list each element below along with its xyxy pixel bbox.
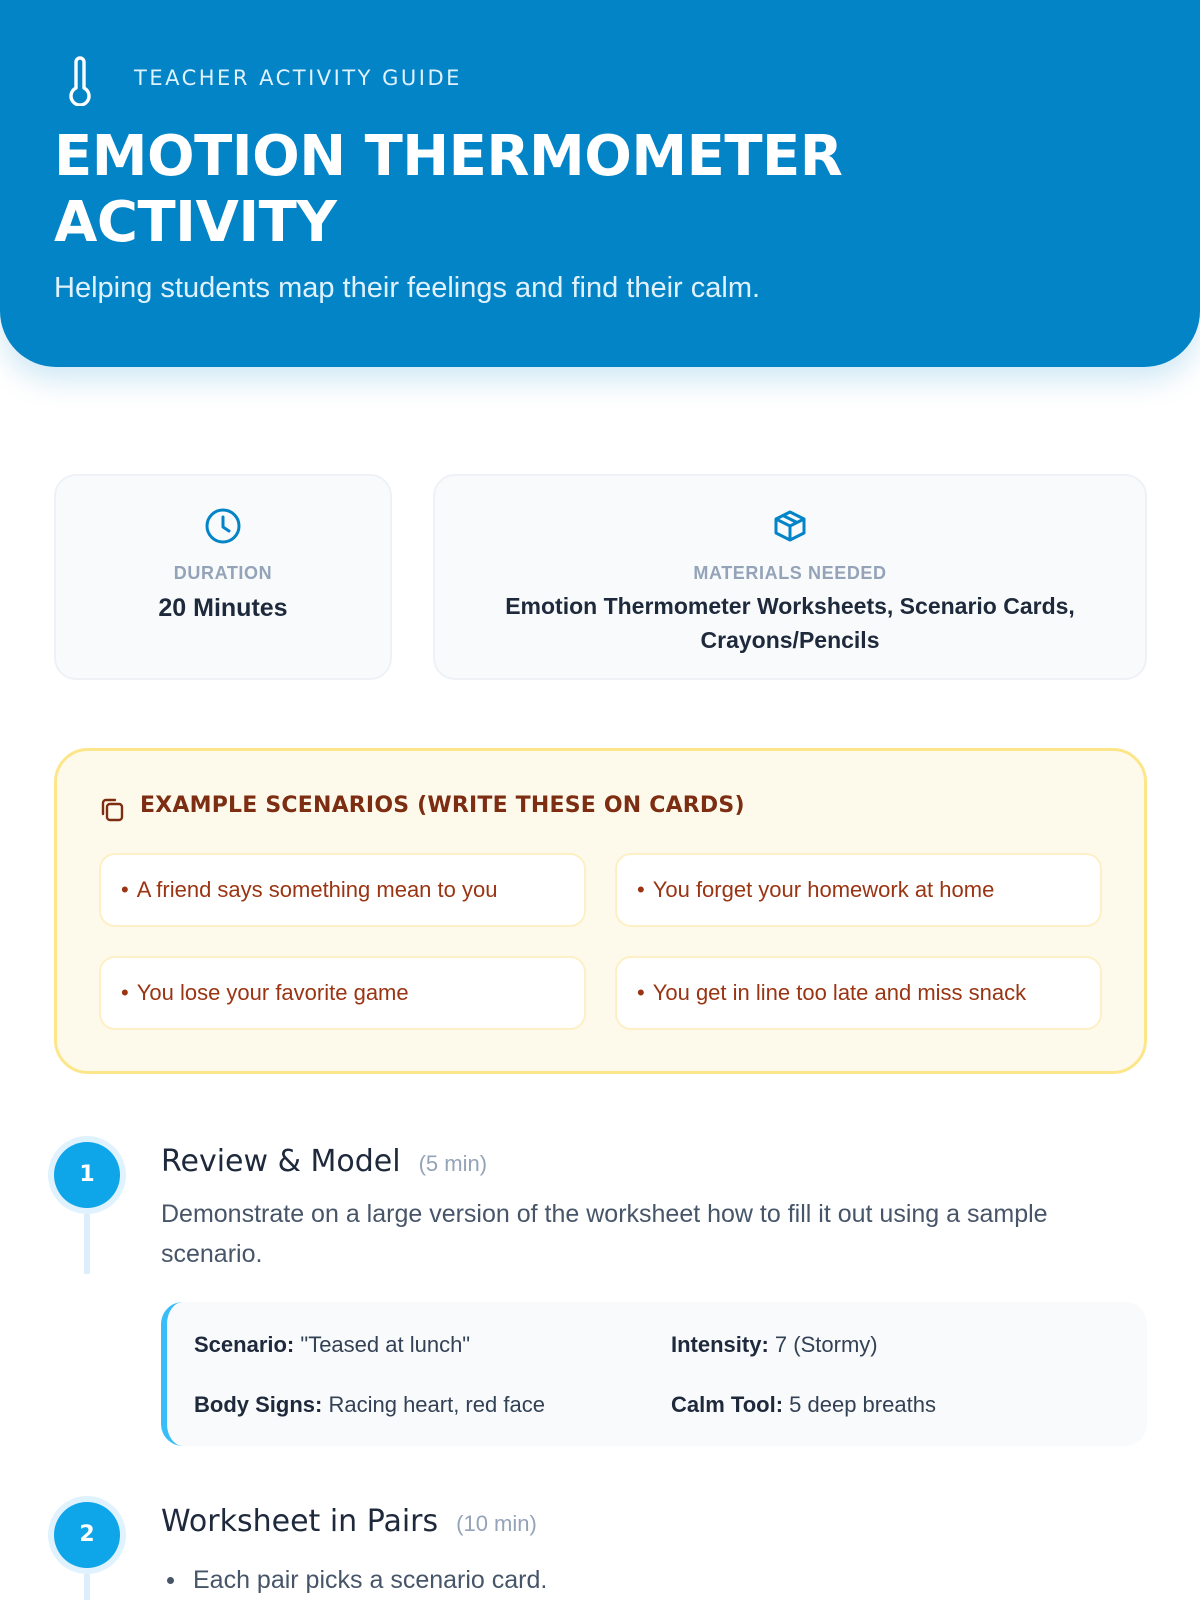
materials-value: Emotion Thermometer Worksheets, Scenario Cards, Crayons/Pencils: [505, 593, 1075, 653]
step-connector: [84, 1566, 90, 1600]
calm-tool-value: 5 deep breaths: [789, 1392, 936, 1417]
thermometer-icon: [66, 56, 94, 106]
bullet-dot: •: [121, 980, 129, 1005]
guide-kicker: TEACHER ACTIVITY GUIDE: [134, 66, 462, 90]
duration-label: DURATION: [173, 563, 273, 583]
step-bullet-list: [161, 1560, 547, 1600]
sample-scenario-box: [161, 1302, 1147, 1446]
calm-tool-label: Calm Tool:: [671, 1392, 784, 1417]
example-body-signs: [194, 1392, 545, 1418]
intensity-value: 7 (Stormy): [774, 1332, 878, 1357]
step-connector: [84, 1206, 90, 1274]
header-banner: [0, 0, 1200, 367]
scenario-label: Scenario:: [194, 1332, 295, 1357]
scenarios-title: EXAMPLE SCENARIOS (WRITE THESE ON CARDS): [140, 793, 745, 818]
scenario-card: [615, 853, 1102, 927]
duration-card: [54, 474, 392, 680]
page-subtitle: Helping students map their feelings and find their calm.: [54, 272, 761, 304]
scenario-text: You forget your homework at home: [652, 877, 995, 902]
clock-icon: [203, 506, 243, 546]
bullet-dot: •: [121, 877, 129, 902]
step-duration: (5 min): [418, 1151, 488, 1176]
step-title-text: Worksheet in Pairs: [161, 1504, 439, 1539]
bullet-dot: •: [637, 980, 645, 1005]
step-duration: (10 min): [456, 1511, 537, 1536]
body-signs-label: Body Signs:: [194, 1392, 323, 1417]
copy-icon: [99, 795, 125, 823]
scenario-text: You lose your favorite game: [136, 980, 409, 1005]
step-title-text: Review & Model: [161, 1144, 401, 1179]
scenario-card: [99, 956, 586, 1030]
step-number-badge: 2: [54, 1502, 120, 1568]
bullet-dot: •: [637, 877, 645, 902]
scenario-card: [615, 956, 1102, 1030]
list-item: Each pair picks a scenario card.: [161, 1560, 547, 1600]
scenario-text: A friend says something mean to you: [136, 877, 498, 902]
materials-label: MATERIALS NEEDED: [693, 563, 887, 583]
step-title: [161, 1504, 537, 1539]
example-intensity: [671, 1332, 878, 1358]
duration-value: 20 Minutes: [158, 594, 288, 622]
page-title: EMOTION THERMOMETER ACTIVITY: [54, 124, 843, 255]
step-number-badge: 1: [54, 1142, 120, 1208]
box-icon: [770, 506, 810, 546]
example-calm-tool: [671, 1392, 936, 1418]
step-description: Demonstrate on a large version of the worksheet how to fill it out using a sample scenario.: [161, 1200, 1048, 1268]
scenario-text: You get in line too late and miss snack: [652, 980, 1027, 1005]
materials-card: [433, 474, 1147, 680]
example-scenarios-panel: [54, 748, 1147, 1074]
step-title: [161, 1144, 487, 1179]
intensity-label: Intensity:: [671, 1332, 769, 1357]
scenario-value: "Teased at lunch": [300, 1332, 471, 1357]
body-signs-value: Racing heart, red face: [328, 1392, 545, 1417]
example-scenario: [194, 1332, 470, 1358]
scenario-card: [99, 853, 586, 927]
